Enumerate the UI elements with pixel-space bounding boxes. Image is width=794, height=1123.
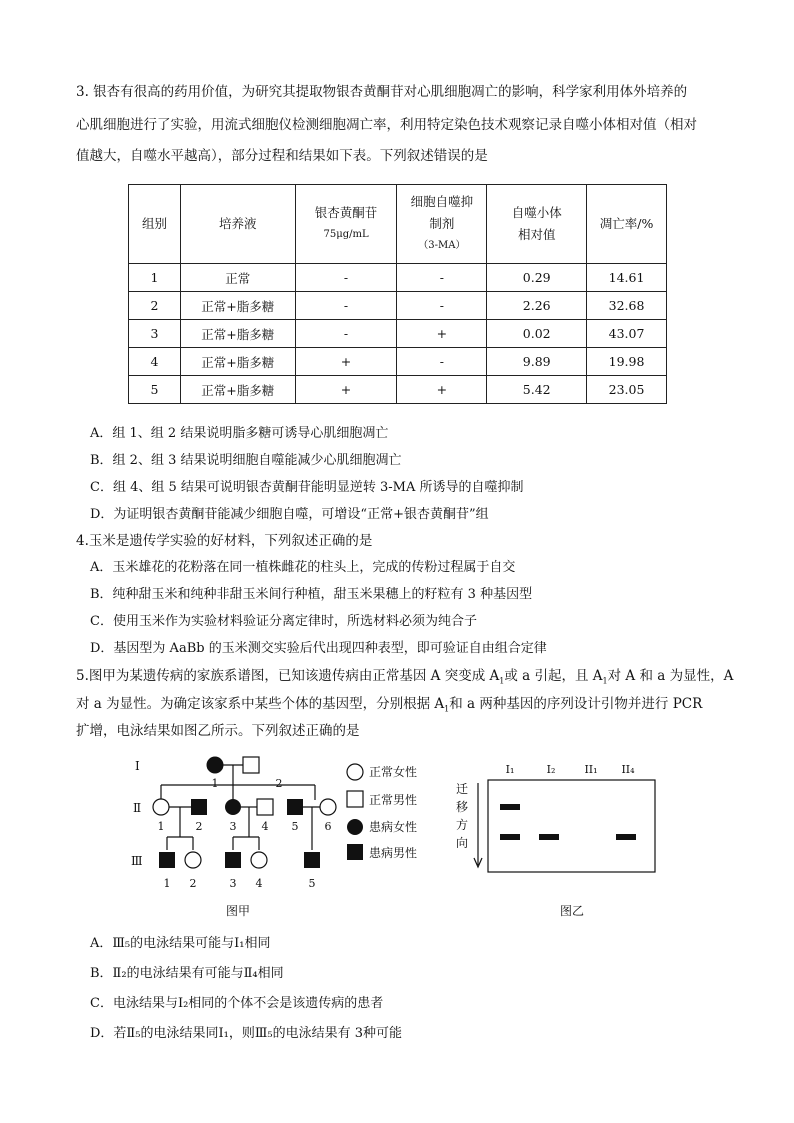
legend-label: 患病男性 xyxy=(369,846,418,860)
normal-female xyxy=(251,852,267,868)
table-row xyxy=(129,376,667,404)
affected-male xyxy=(287,799,303,815)
ind-number: 4 xyxy=(255,877,263,890)
cell: 19.98 xyxy=(587,348,667,376)
ind-number: 3 xyxy=(229,820,237,833)
cell: 2.26 xyxy=(487,292,587,320)
q3-data-table xyxy=(128,184,667,404)
ind-number: 1 xyxy=(163,877,171,890)
subscript: 1 xyxy=(602,676,608,686)
ind-number: 2 xyxy=(189,877,197,890)
header-inhibitor xyxy=(397,185,487,264)
ind-number: 2 xyxy=(195,820,203,833)
ind-number: 4 xyxy=(261,820,269,833)
cell: 4 xyxy=(129,348,181,376)
q5-stem-1a: 5.图甲为某遗传病的家族系谱图，已知该遗传病由正常基因 A 突变成 A xyxy=(76,668,500,684)
gel-figure xyxy=(448,755,668,925)
q3-stem-line-3: 值越大，自噬水平越高），部分过程和结果如下表。下列叙述错误的是 xyxy=(76,148,488,164)
gel-band xyxy=(539,834,559,840)
cell: 14.61 xyxy=(587,264,667,292)
ind-number: 3 xyxy=(229,877,237,890)
q3-stem-line-2: 心肌细胞进行了实验，用流式细胞仪检测细胞凋亡率，利用特定染色技术观察记录自噬小体相对值（相对 xyxy=(76,117,697,133)
gel-band xyxy=(616,834,636,840)
lane-label: II₄ xyxy=(621,763,635,776)
header-inhibitor-l1: 细胞自噬抑 xyxy=(410,194,474,209)
q5-stem-1b: 或 a 引起，且 A xyxy=(504,668,603,684)
affected-female xyxy=(207,757,223,773)
q5-stem-line-3: 扩增，电泳结果如图乙所示。下列叙述正确的是 xyxy=(76,723,360,739)
subscript: 1 xyxy=(444,704,450,714)
cell: 23.05 xyxy=(587,376,667,404)
affected-male xyxy=(304,852,320,868)
figure-caption: 图甲 xyxy=(225,904,251,918)
header-apoptosis: 凋亡率/% xyxy=(587,185,667,264)
cell: 5 xyxy=(129,376,181,404)
cell: - xyxy=(295,320,397,348)
q5-stem-line-2 xyxy=(76,694,736,720)
cell: - xyxy=(295,264,397,292)
q5-stem-1c: 对 A 和 a 为显性，A xyxy=(607,668,734,684)
subscript: 1 xyxy=(499,676,505,686)
header-ginkgo-conc: 75μg/mL xyxy=(323,229,369,240)
cell: - xyxy=(397,348,487,376)
header-autophagosome-l1: 自噬小体 xyxy=(511,205,562,220)
table-row xyxy=(129,320,667,348)
q3-option-c: C．组 4、组 5 结果可说明银杏黄酮苷能明显逆转 3-MA 所诱导的自噬抑制 xyxy=(90,480,524,495)
direction-char: 向 xyxy=(455,836,469,850)
normal-female xyxy=(153,799,169,815)
cell: - xyxy=(295,292,397,320)
legend-normal-male-symbol xyxy=(347,791,363,807)
header-autophagosome xyxy=(487,185,587,264)
header-ginkgo xyxy=(295,185,397,264)
q4-option-b: B．纯种甜玉米和纯种非甜玉米间行种植，甜玉米果穗上的籽粒有 3 种基因型 xyxy=(90,587,533,602)
header-medium: 培养液 xyxy=(180,185,295,264)
q4-stem: 4.玉米是遗传学实验的好材料，下列叙述正确的是 xyxy=(76,533,373,549)
affected-male xyxy=(159,852,175,868)
q3-option-d: D．为证明银杏黄酮苷能减少细胞自噬，可增设“正常+银杏黄酮苷”组 xyxy=(90,507,489,522)
lane-label: I₂ xyxy=(546,763,556,776)
header-inhibitor-l2: 制剂 xyxy=(429,216,455,231)
header-ginkgo-name: 银杏黄酮苷 xyxy=(314,205,378,220)
gen-label: Ⅲ xyxy=(131,854,143,868)
q5-option-a: A．Ⅲ₅的电泳结果可能与Ⅰ₁相同 xyxy=(90,936,271,951)
cell: - xyxy=(397,264,487,292)
q5-stem-2a: 对 a 为显性。为确定该家系中某些个体的基因型，分别根据 A xyxy=(76,696,445,712)
table-row xyxy=(129,264,667,292)
cell: 正常+脂多糖 xyxy=(180,320,295,348)
affected-female xyxy=(225,799,241,815)
cell: 正常 xyxy=(180,264,295,292)
header-group: 组别 xyxy=(129,185,181,264)
cell: + xyxy=(295,376,397,404)
affected-male xyxy=(225,852,241,868)
gel-frame xyxy=(488,780,655,872)
pedigree-figure xyxy=(125,750,435,925)
direction-char: 迁 xyxy=(455,782,469,796)
q3-stem-line-1: 3. 银杏有很高的药用价值，为研究其提取物银杏黄酮苷对心肌细胞凋亡的影响，科学家利用体外培养的 xyxy=(76,84,688,100)
normal-female xyxy=(320,799,336,815)
cell: 3 xyxy=(129,320,181,348)
q5-option-b: B．Ⅱ₂的电泳结果有可能与Ⅱ₄相同 xyxy=(90,966,284,981)
q5-stem-line-1 xyxy=(76,666,736,692)
lane-label: I₁ xyxy=(505,763,515,776)
table-row xyxy=(129,292,667,320)
q5-stem-2b: 和 a 两种基因的序列设计引物并进行 PCR xyxy=(449,696,703,712)
ind-number: 5 xyxy=(308,877,316,890)
cell: 32.68 xyxy=(587,292,667,320)
cell: 0.02 xyxy=(487,320,587,348)
cell: 正常+脂多糖 xyxy=(180,348,295,376)
cell: 正常+脂多糖 xyxy=(180,292,295,320)
cell: 5.42 xyxy=(487,376,587,404)
gen-label: Ⅱ xyxy=(133,801,142,815)
cell: 1 xyxy=(129,264,181,292)
cell: 0.29 xyxy=(487,264,587,292)
legend-label: 患病女性 xyxy=(369,820,418,834)
q5-option-d: D．若Ⅱ₅的电泳结果同Ⅰ₁，则Ⅲ₅的电泳结果有 3种可能 xyxy=(90,1026,402,1041)
normal-male xyxy=(243,757,259,773)
cell: + xyxy=(397,376,487,404)
legend-label: 正常女性 xyxy=(369,765,418,779)
normal-male xyxy=(257,799,273,815)
ind-number: 1 xyxy=(211,777,219,790)
table-row xyxy=(129,348,667,376)
direction-char: 移 xyxy=(455,800,469,814)
q3-option-b: B．组 2、组 3 结果说明细胞自噬能减少心肌细胞凋亡 xyxy=(90,453,402,468)
legend-label: 正常男性 xyxy=(369,793,418,807)
cell: 正常+脂多糖 xyxy=(180,376,295,404)
header-autophagosome-l2: 相对值 xyxy=(517,227,556,242)
direction-char: 方 xyxy=(455,818,469,832)
legend-affected-female-symbol xyxy=(347,819,363,835)
cell: + xyxy=(397,320,487,348)
gen-label: Ⅰ xyxy=(135,759,140,773)
legend-affected-male-symbol xyxy=(347,844,363,860)
cell: + xyxy=(295,348,397,376)
legend-normal-female-symbol xyxy=(347,764,363,780)
q3-option-a: A．组 1、组 2 结果说明脂多糖可诱导心肌细胞凋亡 xyxy=(90,426,389,441)
q4-option-c: C．使用玉米作为实验材料验证分离定律时，所选材料必须为纯合子 xyxy=(90,614,477,629)
ind-number: 6 xyxy=(324,820,332,833)
gel-band xyxy=(500,834,520,840)
ind-number: 1 xyxy=(157,820,165,833)
ind-number: 2 xyxy=(275,777,283,790)
cell: 43.07 xyxy=(587,320,667,348)
header-inhibitor-l3: （3-MA） xyxy=(418,240,466,251)
cell: 2 xyxy=(129,292,181,320)
q4-option-d: D．基因型为 AaBb 的玉米测交实验后代出现四种表型，即可验证自由组合定律 xyxy=(90,641,547,656)
normal-female xyxy=(185,852,201,868)
gel-band xyxy=(500,804,520,810)
lane-label: II₁ xyxy=(584,763,598,776)
figure-caption: 图乙 xyxy=(559,904,585,918)
q5-option-c: C．电泳结果与Ⅰ₂相同的个体不会是该遗传病的患者 xyxy=(90,996,384,1011)
cell: 9.89 xyxy=(487,348,587,376)
affected-male xyxy=(191,799,207,815)
q4-option-a: A．玉米雄花的花粉落在同一植株雌花的柱头上，完成的传粉过程属于自交 xyxy=(90,560,516,575)
cell: - xyxy=(397,292,487,320)
ind-number: 5 xyxy=(291,820,299,833)
